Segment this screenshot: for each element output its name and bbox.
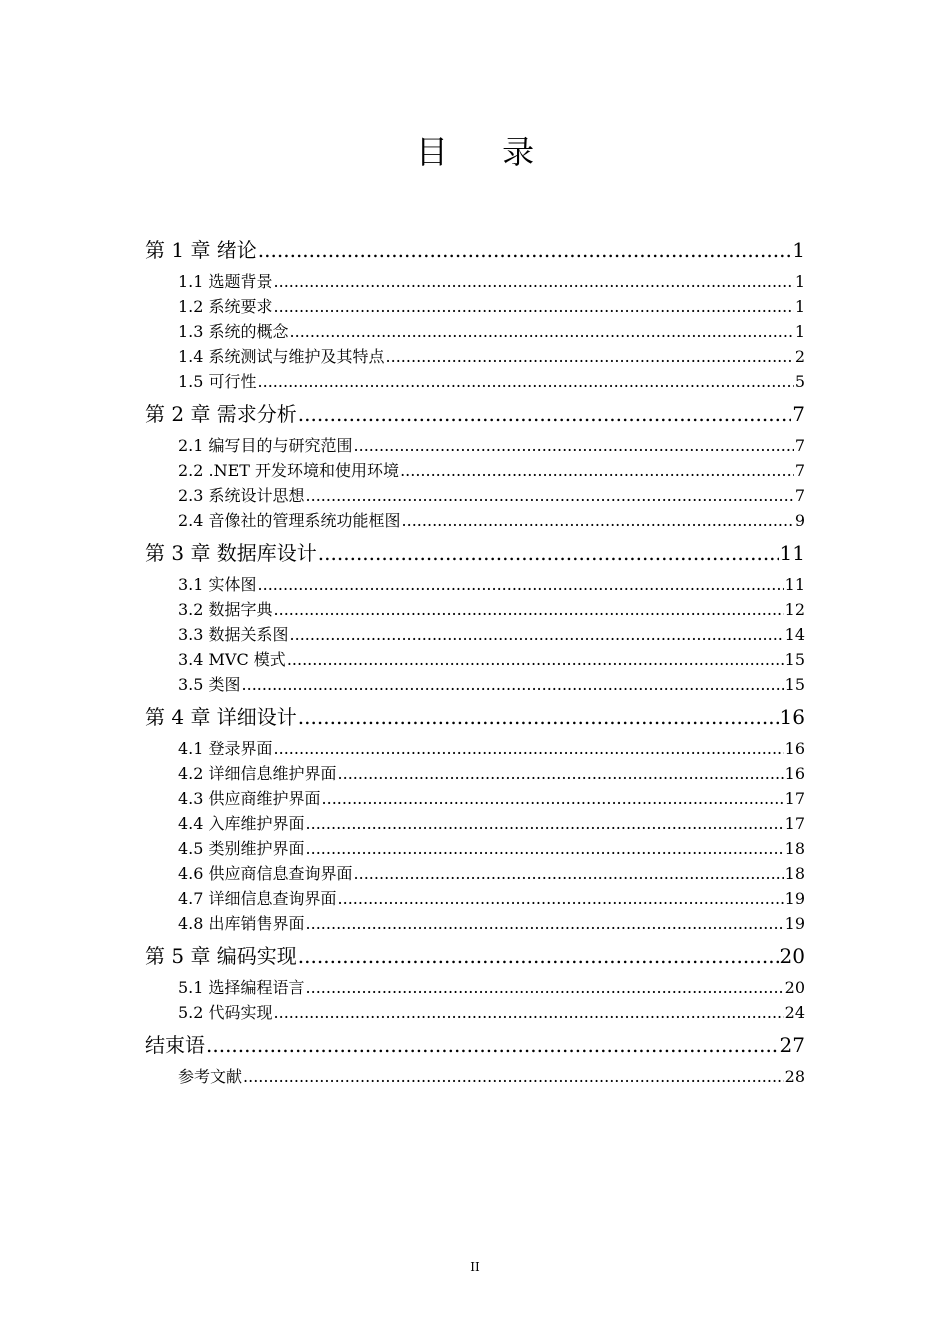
toc-dot-leader <box>274 1000 784 1025</box>
toc-section-group <box>145 736 805 936</box>
toc-dot-leader <box>287 647 784 672</box>
toc-section-label: 3.5 类图 <box>178 675 241 694</box>
toc-dot-leader <box>306 483 794 508</box>
toc-section-label: 4.1 登录界面 <box>178 739 273 758</box>
toc-dot-leader <box>298 699 779 736</box>
toc-dot-leader <box>298 938 779 975</box>
toc-section-page-number: 7 <box>794 486 805 505</box>
toc-section-entry[interactable] <box>145 836 805 861</box>
toc-section-page-number: 15 <box>784 675 805 694</box>
toc-section-page-number: 14 <box>784 625 805 644</box>
toc-section-page-number: 2 <box>794 347 805 366</box>
toc-section-entry[interactable] <box>145 508 805 533</box>
toc-chapter-label: 第 4 章 详细设计 <box>145 705 297 729</box>
toc-section-label: 1.5 可行性 <box>178 372 257 391</box>
toc-chapter-page-number: 20 <box>779 944 805 968</box>
toc-section-entry[interactable] <box>145 269 805 294</box>
toc-section-entry[interactable] <box>145 811 805 836</box>
toc-section-label: 5.2 代码实现 <box>178 1003 273 1022</box>
toc-section-label: 1.4 系统测试与维护及其特点 <box>178 347 385 366</box>
toc-chapter-page-number: 16 <box>779 705 805 729</box>
toc-dot-leader <box>274 736 784 761</box>
toc-section-entry[interactable] <box>145 1064 805 1089</box>
toc-section-group <box>145 269 805 394</box>
toc-section-label: 5.1 选择编程语言 <box>178 978 305 997</box>
toc-chapter-page-number: 7 <box>792 402 805 426</box>
toc-section-page-number: 1 <box>794 297 805 316</box>
toc-section-entry[interactable] <box>145 786 805 811</box>
toc-section-entry[interactable] <box>145 483 805 508</box>
toc-section-label: 4.2 详细信息维护界面 <box>178 764 337 783</box>
toc-section-page-number: 12 <box>784 600 805 619</box>
toc-section-entry[interactable] <box>145 911 805 936</box>
toc-dot-leader <box>242 672 784 697</box>
toc-dot-leader <box>402 508 794 533</box>
toc-section-label: 4.8 出库销售界面 <box>178 914 305 933</box>
toc-section-label: 3.4 MVC 模式 <box>178 650 286 669</box>
toc-section-label: 4.4 入库维护界面 <box>178 814 305 833</box>
toc-section-page-number: 1 <box>794 272 805 291</box>
toc-section-label: 4.5 类别维护界面 <box>178 839 305 858</box>
toc-section-entry[interactable] <box>145 294 805 319</box>
toc-dot-leader <box>338 886 784 911</box>
toc-dot-leader <box>386 344 794 369</box>
toc-dot-leader <box>306 911 784 936</box>
toc-section-entry[interactable] <box>145 344 805 369</box>
toc-section-page-number: 18 <box>784 864 805 883</box>
toc-section-entry[interactable] <box>145 861 805 886</box>
toc-dot-leader <box>306 975 784 1000</box>
toc-dot-leader <box>354 861 784 886</box>
toc-section-group <box>145 572 805 697</box>
toc-section-label: 3.3 数据关系图 <box>178 625 289 644</box>
toc-section-group <box>145 975 805 1025</box>
toc-section-label: 4.6 供应商信息查询界面 <box>178 864 353 883</box>
toc-section-group <box>145 433 805 533</box>
toc-section-group <box>145 1064 805 1089</box>
toc-section-label: 1.3 系统的概念 <box>178 322 289 341</box>
toc-section-page-number: 28 <box>784 1067 805 1086</box>
toc-dot-leader <box>290 622 784 647</box>
toc-section-entry[interactable] <box>145 572 805 597</box>
toc-dot-leader <box>258 369 794 394</box>
toc-section-page-number: 7 <box>794 436 805 455</box>
toc-chapter-label: 第 2 章 需求分析 <box>145 402 297 426</box>
toc-section-page-number: 1 <box>794 322 805 341</box>
toc-section-page-number: 18 <box>784 839 805 858</box>
toc-chapter-entry[interactable] <box>145 232 805 269</box>
toc-dot-leader <box>274 597 784 622</box>
toc-chapter-label: 第 1 章 绪论 <box>145 238 257 262</box>
toc-chapter-entry[interactable] <box>145 396 805 433</box>
toc-section-entry[interactable] <box>145 597 805 622</box>
toc-section-label: 2.2 .NET 开发环境和使用环境 <box>178 461 400 480</box>
toc-section-page-number: 19 <box>784 914 805 933</box>
toc-section-entry[interactable] <box>145 975 805 1000</box>
toc-section-label: 2.4 音像社的管理系统功能框图 <box>178 511 401 530</box>
toc-dot-leader <box>274 269 794 294</box>
toc-section-entry[interactable] <box>145 736 805 761</box>
toc-section-page-number: 16 <box>784 764 805 783</box>
toc-chapter-entry[interactable] <box>145 938 805 975</box>
toc-section-entry[interactable] <box>145 319 805 344</box>
toc-dot-leader <box>258 572 784 597</box>
toc-section-page-number: 11 <box>784 575 805 594</box>
toc-chapter-entry[interactable] <box>145 535 805 572</box>
toc-dot-leader <box>206 1027 779 1064</box>
toc-section-label: 2.3 系统设计思想 <box>178 486 305 505</box>
toc-section-entry[interactable] <box>145 1000 805 1025</box>
toc-chapter-page-number: 1 <box>792 238 805 262</box>
toc-section-entry[interactable] <box>145 369 805 394</box>
toc-section-entry[interactable] <box>145 761 805 786</box>
toc-section-entry[interactable] <box>145 458 805 483</box>
toc-dot-leader <box>258 232 791 269</box>
toc-dot-leader <box>306 836 784 861</box>
toc-section-page-number: 19 <box>784 889 805 908</box>
toc-dot-leader <box>400 458 794 483</box>
toc-section-label: 4.3 供应商维护界面 <box>178 789 321 808</box>
toc-chapter-page-number: 11 <box>779 541 805 565</box>
toc-dot-leader <box>322 786 784 811</box>
toc-section-page-number: 16 <box>784 739 805 758</box>
toc-section-label: 参考文献 <box>178 1067 243 1086</box>
toc-chapter-entry[interactable] <box>145 699 805 736</box>
toc-dot-leader <box>354 433 794 458</box>
toc-section-page-number: 17 <box>784 814 805 833</box>
toc-section-entry[interactable] <box>145 622 805 647</box>
toc-dot-leader <box>338 761 784 786</box>
toc-section-label: 3.1 实体图 <box>178 575 257 594</box>
toc-section-label: 4.7 详细信息查询界面 <box>178 889 337 908</box>
toc-dot-leader <box>298 396 791 433</box>
toc-section-entry[interactable] <box>145 433 805 458</box>
toc-section-page-number: 15 <box>784 650 805 669</box>
toc-section-page-number: 24 <box>784 1003 805 1022</box>
toc-dot-leader <box>290 319 794 344</box>
toc-section-page-number: 17 <box>784 789 805 808</box>
toc-section-entry[interactable] <box>145 886 805 911</box>
page-title: 目 录 <box>415 133 557 171</box>
footer-page-number: II <box>470 1260 480 1274</box>
toc-section-label: 3.2 数据字典 <box>178 600 273 619</box>
toc-section-entry[interactable] <box>145 672 805 697</box>
toc-section-page-number: 7 <box>794 461 805 480</box>
toc-section-label: 1.1 选题背景 <box>178 272 273 291</box>
toc-dot-leader <box>243 1064 784 1089</box>
toc-chapter-page-number: 27 <box>779 1033 805 1057</box>
toc-chapter-entry[interactable] <box>145 1027 805 1064</box>
toc-section-label: 1.2 系统要求 <box>178 297 273 316</box>
toc-section-entry[interactable] <box>145 647 805 672</box>
toc-dot-leader <box>306 811 784 836</box>
toc-section-label: 2.1 编写目的与研究范围 <box>178 436 353 455</box>
toc-section-page-number: 5 <box>794 372 805 391</box>
toc-dot-leader <box>274 294 794 319</box>
toc-section-page-number: 9 <box>794 511 805 530</box>
toc-chapter-label: 结束语 <box>145 1033 205 1057</box>
toc-dot-leader <box>318 535 779 572</box>
toc-section-page-number: 20 <box>784 978 805 997</box>
toc-chapter-label: 第 3 章 数据库设计 <box>145 541 317 565</box>
table-of-contents <box>145 232 805 1091</box>
toc-chapter-label: 第 5 章 编码实现 <box>145 944 297 968</box>
